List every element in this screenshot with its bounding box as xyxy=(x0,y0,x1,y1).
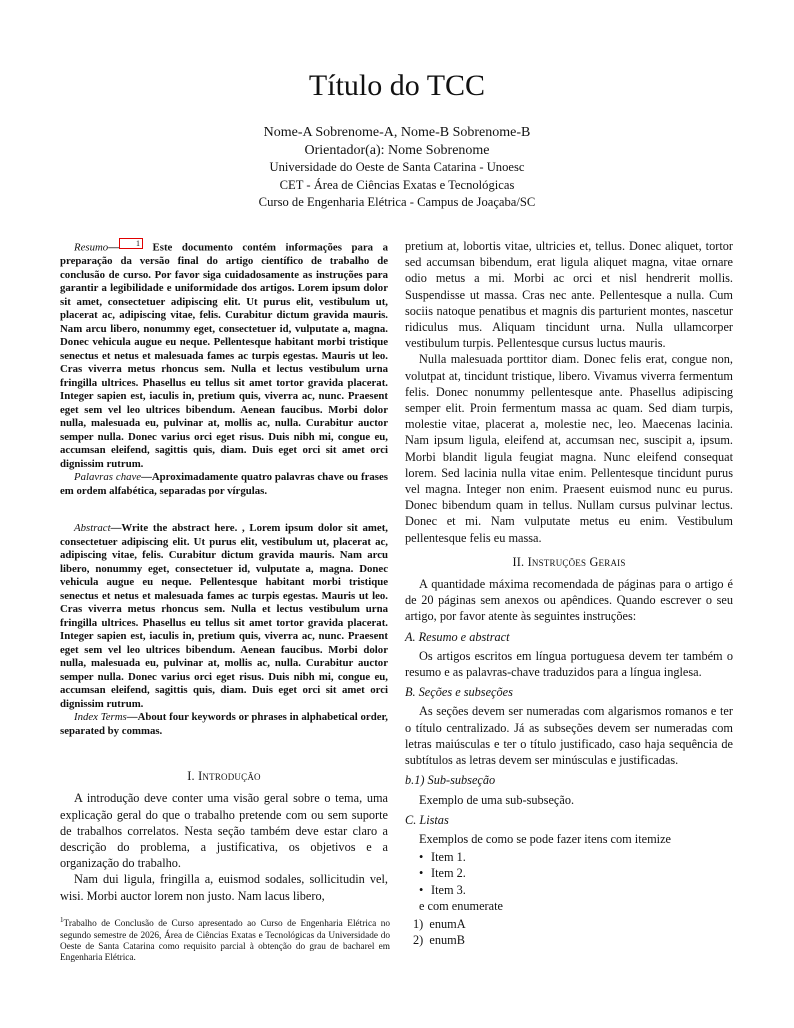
itemize-list xyxy=(405,849,733,898)
subsection-b-paragraph: As seções devem ser numeradas com algarismos romanos e ter o título centralizado. Já as subseções devem ser numeradas com letras maiúsculas e ter o título justificado, caso haja sequência de subtítulos as letras devem ser minúsculas e justificadas. xyxy=(405,704,733,768)
right-paragraph-2: Nulla malesuada porttitor diam. Donec felis erat, congue non, volutpat at, tincidunt tristique, libero. Vivamus viverra fermentum felis. Donec nonummy pellentesque ante. Phasellus adipiscing semper elit. Proin fermentum massa ac quam. Sed diam turpis, molestie vitae, placerat a, molestie nec, leo. Maecenas lacinia. Nam ipsum ligula, eleifend at, accumsan nec, suscipit a, ipsum. Morbi blandit ligula feugiat magna. Nunc eleifend consequat lorem. Sed lacinia nulla vitae enim. Pellentesque tincidunt purus vel magna. Integer non enim. Praesent euismod nunc eu purus. Donec bibendum quam in tellus. Nullam cursus pulvinar lectus. Donec et mi. Nam vulputate metus eu enim. Vestibulum pellentesque felis eu massa. xyxy=(405,352,733,545)
section-heading-instrucoes xyxy=(405,554,733,570)
center-line: CET - Área de Ciências Exatas e Tecnológicas xyxy=(279,177,515,192)
resumo-block xyxy=(60,238,388,498)
abstract-text: —Write the abstract here. , Lorem ipsum dolor sit amet, consectetuer adipiscing elit. Ut purus elit, vestibulum ut, placerat ac, adipiscing vitae, felis. Curabitur dictum gravida mauris. Nam arcu libero, nonummy eget, consectetuer id, vulputate a, magna. Donec vehicula augue eu neque. Pellentesque habitant morbi tristique senectus et netus et malesuada fames ac turpis egestas. Mauris ut leo. Cras viverra metus rhoncus sem. Nulla et lectus vestibulum urna fringilla ultrices. Phasellus eu tellus sit amet tortor gravida placerat. Integer sapien est, iaculis in, pretium quis, viverra ac, nunc. Praesent eget sem vel leo ultrices bibendum. Aenean faucibus. Morbi dolor nulla, malesuada eu, pulvinar at, mollis ac, nulla. Curabitur auctor semper nulla. Donec varius orci eget risus. Duis nibh mi, congue eu, accumsan eleifend, sagittis quis, diam. Duis eget orci sit amet orci dignissim rutrum. xyxy=(60,522,388,710)
authors-line: Nome-A Sobrenome-A, Nome-B Sobrenome-B xyxy=(263,125,531,140)
enumerate-list xyxy=(405,916,733,948)
intro-body xyxy=(60,790,388,903)
index-terms-label: Index Terms xyxy=(74,711,127,724)
course-line: Curso de Engenharia Elétrica - Campus de Joaçaba/SC xyxy=(258,195,536,209)
resumo-dash: — xyxy=(108,241,119,254)
abstract-block xyxy=(60,522,388,738)
subsection-heading-c: C. Listas xyxy=(405,812,449,827)
enumerate-intro: e com enumerate xyxy=(419,898,503,913)
index-terms-text: —About four keywords or phrases in alphabetical order, separated by commas. xyxy=(60,711,389,737)
subsection-heading-b: B. Seções e subseções xyxy=(405,685,513,700)
right-paragraph-1: pretium at, lobortis vitae, ultricies et, tellus. Donec aliquet, tortor sed accumsan bibendum, erat ligula aliquet magna, vitae ornare odio metus a mi. Morbi ac orci et nisl hendrerit mollis. Suspendisse ut massa. Cras nec ante. Pellentesque a nulla. Cum sociis natoque penatibus et magnis dis parturient montes, nascetur ridiculus mus. Aliquam tincidunt urna. Nulla ullamcorper vestibulum turpis. Pellentesque cursus luctus mauris. xyxy=(405,239,733,351)
section-number: II. xyxy=(512,554,525,569)
keywords-text: —Aproximadamente quatro palavras chave ou frases em ordem alfabética, separadas por vírgulas. xyxy=(60,471,388,497)
keywords-label: Palavras chave xyxy=(74,471,142,484)
footnote xyxy=(60,915,390,965)
abstract-paragraph xyxy=(60,522,388,711)
footnote-text: Trabalho de Conclusão de Curso apresentado ao Curso de Engenharia Elétrica no segundo semestre de 2026, Área de Ciências Exatas e Tecnológicas da Universidade do Oeste de Santa Catarina como requisito parcial à obtenção do grau de bacharel em Engenharia Elétrica. xyxy=(60,919,390,964)
resumo-text: Este documento contém informações para a preparação da versão final do artigo científico de trabalho de conclusão de curso. Por favor siga cuidadosamente as instruções para garantir a legibilidade e uniformidade dos artigos. Lorem ipsum dolor sit amet, consectetuer adipiscing elit. Ut purus elit, vestibulum ut, placerat ac, adipiscing vitae, felis. Curabitur dictum gravida mauris. Nam arcu libero, nonummy eget, consectetuer id, vulputate a, magna. Donec vehicula augue eu neque. Pellentesque habitant morbi tristique senectus et netus et malesuada fames ac turpis egestas. Mauris ut leo. Cras viverra metus rhoncus sem. Nulla et lectus vestibulum urna fringilla ultrices. Phasellus eu tellus sit amet tortor gravida placerat. Integer sapien est, iaculis in, pretium quis, viverra ac, nunc. Praesent eget sem vel leo ultrices bibendum. Aenean faucibus. Morbi dolor nulla, malesuada eu, pulvinar at, mollis ac, nulla. Curabitur auctor semper nulla. Donec varius orci eget risus. Duis nibh mi, congue eu, accumsan eleifend, sagittis quis, diam. Duis eget orci sit amet orci dignissim rutrum. xyxy=(60,241,388,470)
intro-paragraph-1: A introdução deve conter uma visão geral sobre o tema, uma explicação geral do que o trabalho pretende com ou sem suporte de trabalhos correlatos. Nesta seção também deve estar claro a descrição do problema, a justificativa, os objetivos e a organização do trabalho. xyxy=(60,791,388,871)
subsection-c-paragraph: Exemplos de como se pode fazer itens com itemize xyxy=(419,831,671,846)
section-number: I. xyxy=(187,769,195,784)
subsection-heading-a: A. Resumo e abstract xyxy=(405,629,510,644)
left-column xyxy=(60,238,388,904)
keywords-paragraph xyxy=(60,471,388,498)
university-line: Universidade do Oeste de Santa Catarina - Unoesc xyxy=(269,160,525,174)
list-item: 2) enumB xyxy=(413,933,465,948)
resumo-paragraph xyxy=(60,238,388,471)
intro-paragraph-2: Nam dui ligula, fringilla a, euismod sodales, sollicitudin vel, wisi. Morbi auctor lorem non justo. Nam lacus libero, xyxy=(60,872,388,903)
list-item: • Item 3. xyxy=(431,882,733,898)
instrucoes-paragraph: A quantidade máxima recomendada de páginas para o artigo é de 20 páginas sem anexos ou apêndices. Quando escrever o seu artigo, por favor atente às seguintes instruções: xyxy=(405,577,733,624)
resumo-label: Resumo xyxy=(74,241,109,254)
footnote-mark: 1 xyxy=(60,916,64,924)
paper-title: Título do TCC xyxy=(308,69,486,102)
list-item: • Item 2. xyxy=(431,865,733,881)
index-terms-paragraph xyxy=(60,711,388,738)
right-column xyxy=(405,238,733,948)
list-item: 1) enumA xyxy=(413,916,466,931)
subsubsection-heading-b1: b.1) Sub-subseção xyxy=(405,773,496,788)
advisor-line: Orientador(a): Nome Sobrenome xyxy=(304,142,490,158)
list-item: • Item 1. xyxy=(431,849,733,865)
author-block xyxy=(0,124,794,212)
section-heading-intro xyxy=(60,768,388,784)
subsubsection-b1-paragraph: Exemplo de uma sub-subseção. xyxy=(419,792,575,807)
abstract-label: Abstract xyxy=(74,522,111,535)
section-title: Introdução xyxy=(198,769,261,784)
footnote-link[interactable]: 1 xyxy=(119,238,143,249)
subsection-a-paragraph: Os artigos escritos em língua portuguesa devem ter também o resumo e as palavras-chave traduzidos para a língua inglesa. xyxy=(405,648,733,680)
section-title: Instruções Gerais xyxy=(527,554,626,569)
